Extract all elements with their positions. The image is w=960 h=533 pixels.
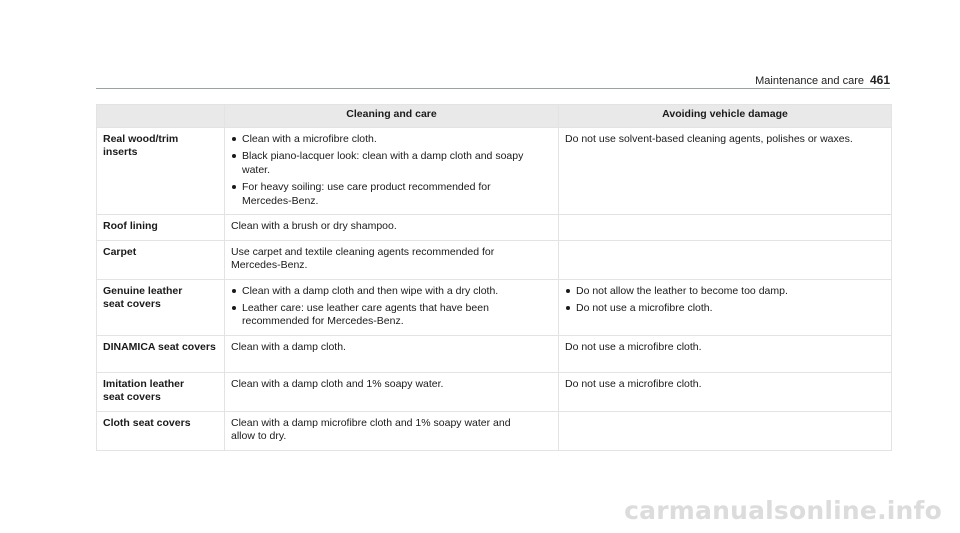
table-row <box>97 279 892 335</box>
row-label: Genuine leather seat covers <box>97 279 225 335</box>
table-row <box>97 411 892 450</box>
table-header-row <box>97 105 892 128</box>
avoid-cell <box>559 215 892 240</box>
list-item: Clean with a damp cloth and then wipe with a dry cloth. <box>231 285 552 298</box>
page-header <box>96 74 890 89</box>
avoid-cell: Do not use a microfibre cloth. <box>559 335 892 372</box>
column-header-cleaning: Cleaning and care <box>225 105 559 128</box>
care-cell <box>225 279 559 335</box>
cleaning-care-table <box>96 104 892 451</box>
avoid-cell: Do not use a microfibre cloth. <box>559 372 892 411</box>
care-list <box>231 133 552 208</box>
list-item: Leather care: use leather care agents that have been recommended for Mercedes-Benz. <box>231 302 552 329</box>
care-cell: Clean with a damp microfibre cloth and 1% soapy water and allow to dry. <box>225 411 559 450</box>
list-item: Do not use a microfibre cloth. <box>565 302 885 315</box>
watermark-logo: carmanualsonline.info <box>624 496 942 525</box>
avoid-cell <box>559 240 892 279</box>
list-item: Clean with a microfibre cloth. <box>231 133 552 146</box>
care-cell <box>225 128 559 215</box>
row-label: Cloth seat covers <box>97 411 225 450</box>
table-row <box>97 335 892 372</box>
care-cell: Clean with a damp cloth and 1% soapy water. <box>225 372 559 411</box>
care-cell: Clean with a brush or dry shampoo. <box>225 215 559 240</box>
section-title: Maintenance and care <box>755 75 864 87</box>
column-header-avoiding-damage: Avoiding vehicle damage <box>559 105 892 128</box>
care-list <box>231 285 552 329</box>
row-label: Roof lining <box>97 215 225 240</box>
row-label: DINAMICA seat covers <box>97 335 225 372</box>
table-row <box>97 215 892 240</box>
list-item: For heavy soiling: use care product recommended for Mercedes-Benz. <box>231 181 552 208</box>
row-label: Real wood/trim inserts <box>97 128 225 215</box>
table-row <box>97 128 892 215</box>
row-label: Imitation leather seat covers <box>97 372 225 411</box>
row-label: Carpet <box>97 240 225 279</box>
table-row <box>97 240 892 279</box>
page-number: 461 <box>869 73 890 87</box>
avoid-cell <box>559 411 892 450</box>
avoid-list <box>565 285 885 316</box>
avoid-cell: Do not use solvent-based cleaning agents, polishes or waxes. <box>559 128 892 215</box>
list-item: Do not allow the leather to become too damp. <box>565 285 885 298</box>
table-row <box>97 372 892 411</box>
care-cell: Clean with a damp cloth. <box>225 335 559 372</box>
avoid-cell <box>559 279 892 335</box>
list-item: Black piano-lacquer look: clean with a damp cloth and soapy water. <box>231 150 552 177</box>
care-cell: Use carpet and textile cleaning agents recommended for Mercedes-Benz. <box>225 240 559 279</box>
column-header-item <box>97 105 225 128</box>
